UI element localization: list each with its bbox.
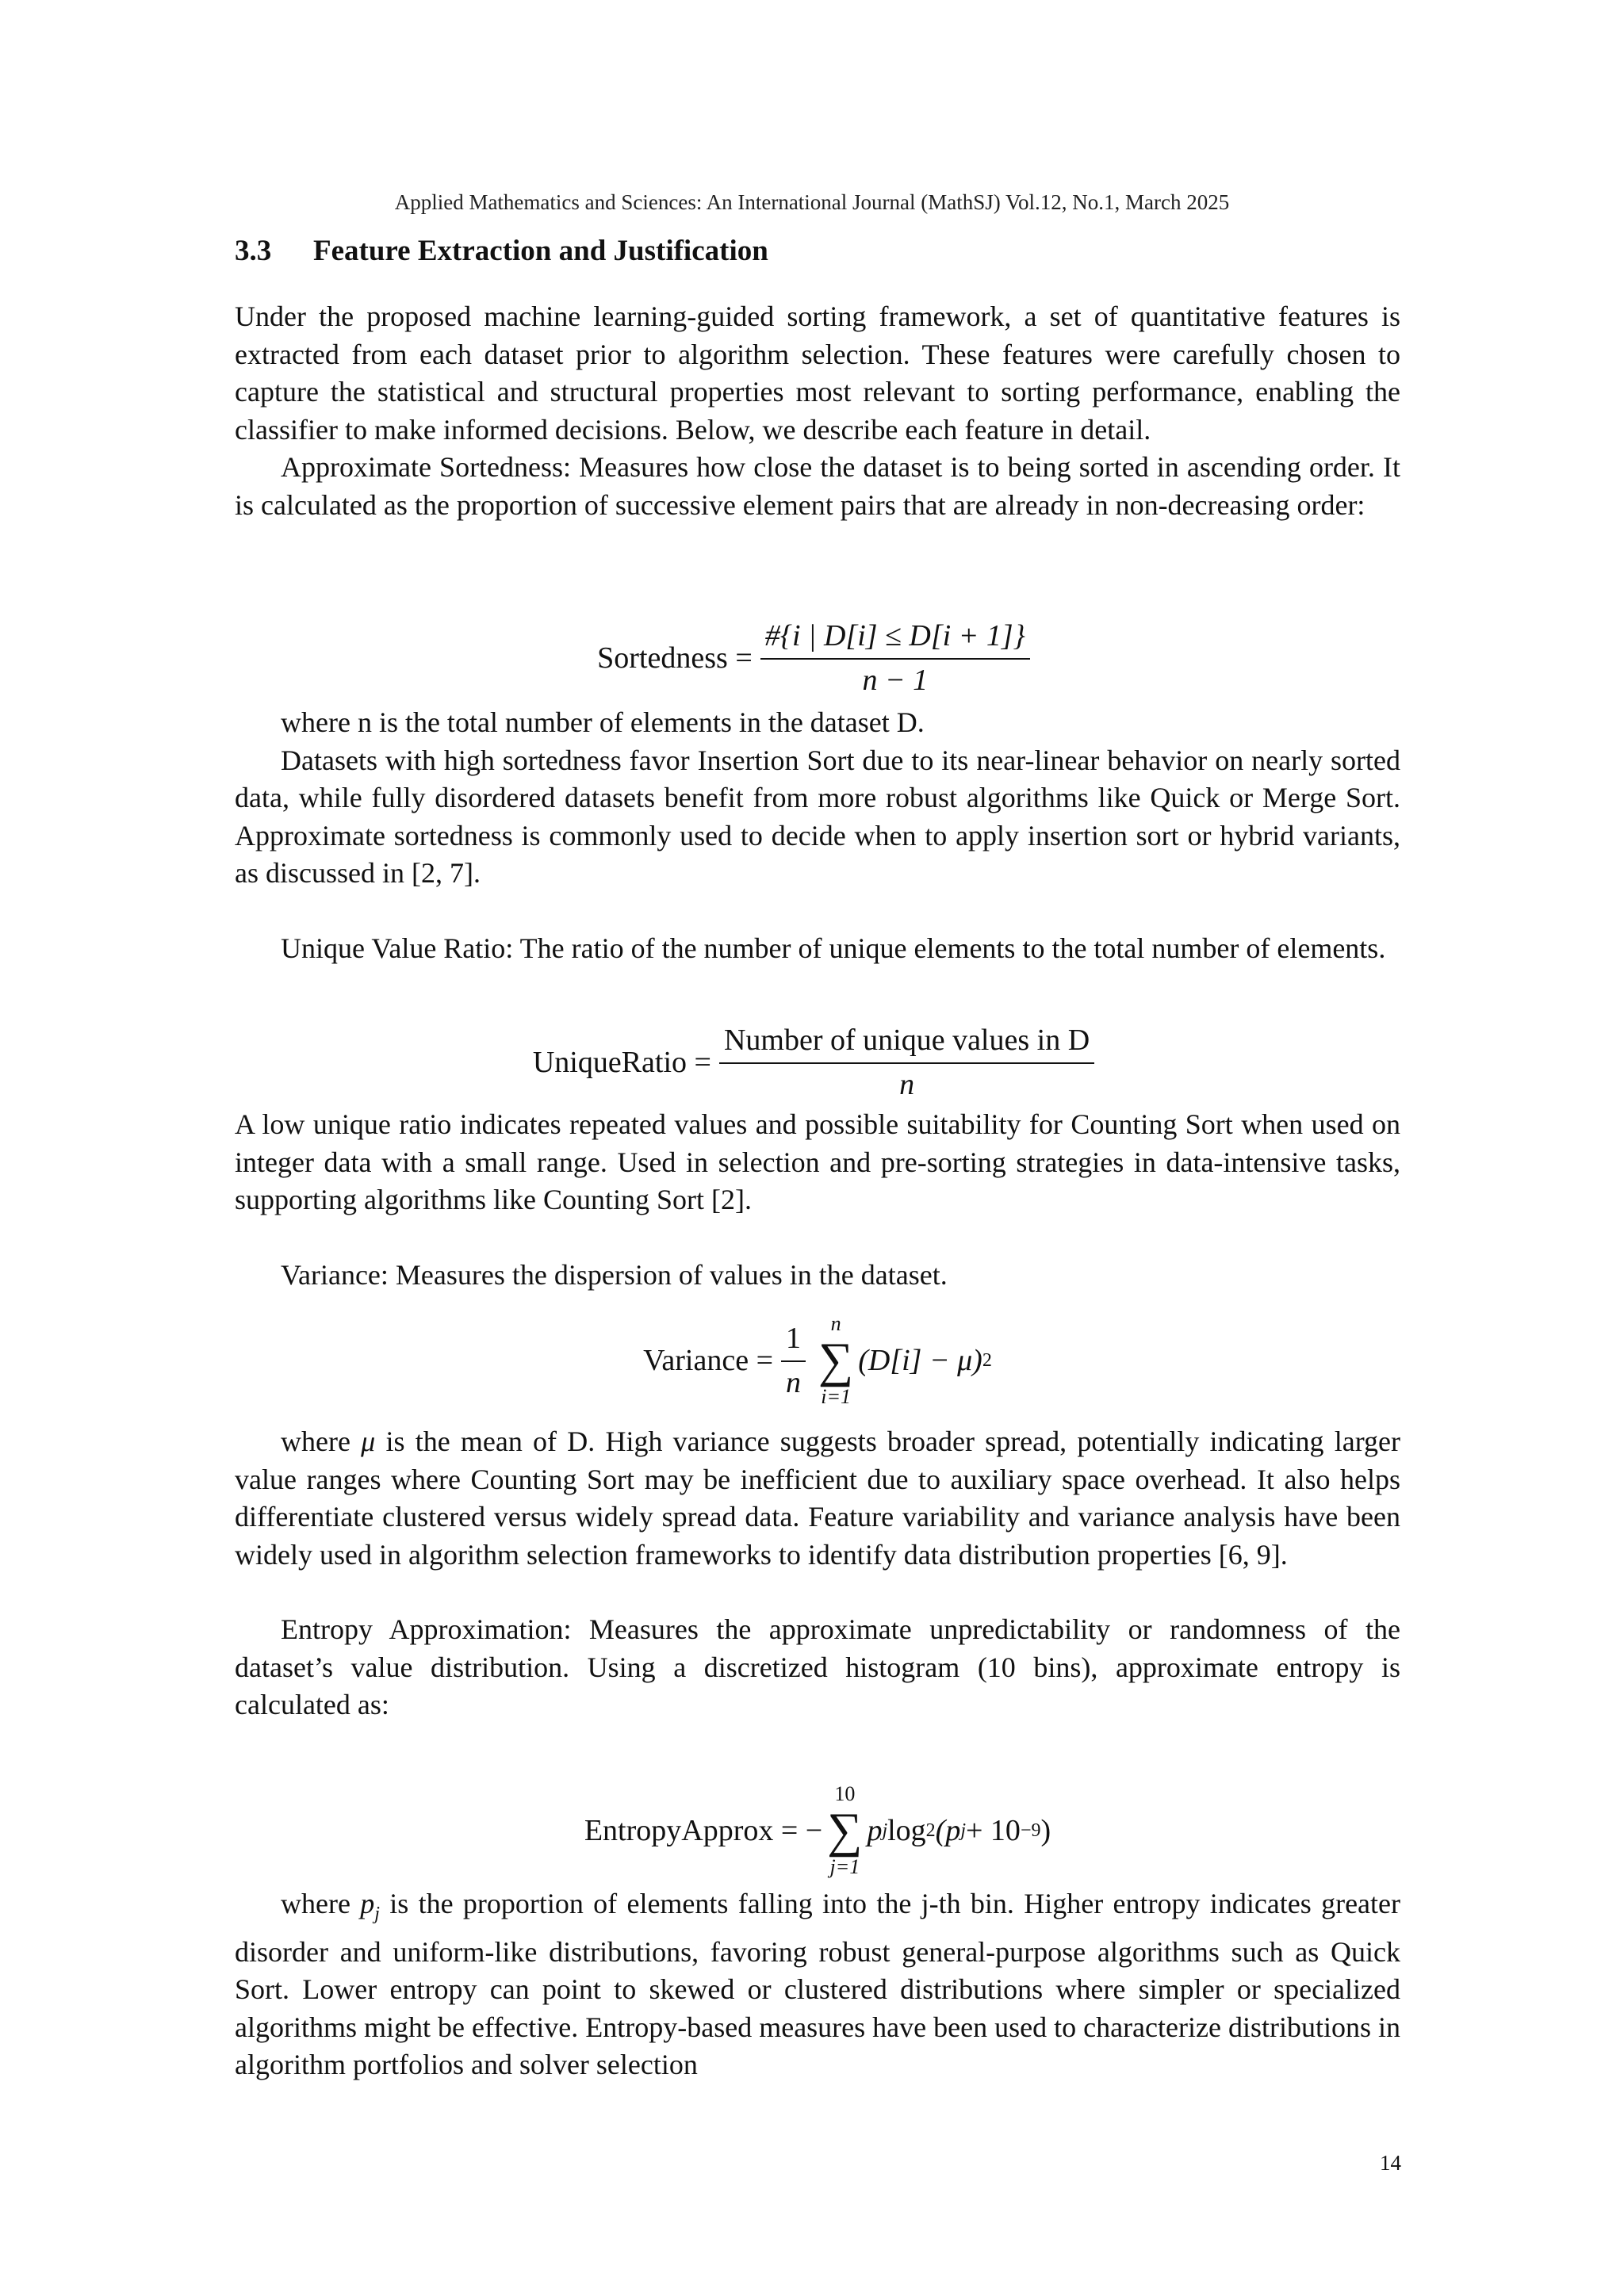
eq-entropy-arg-exp: −9 bbox=[1020, 1820, 1041, 1841]
equation-variance bbox=[235, 1312, 1400, 1409]
paragraph-intro: Under the proposed machine learning-guided sorting framework, a set of quantitative features is extracted from each dataset prior to algorithm selection. These features were carefully chosen to capture the statistical and structural properties most relevant to sorting performance, enabling the classifier to make informed decisions. Below, we describe each feature in detail. bbox=[235, 300, 1400, 446]
eq-variance-sum-bot: i=1 bbox=[821, 1385, 851, 1408]
entropy-note-pj: $p_j$ bbox=[360, 1888, 380, 1925]
eq-unique-numerator: Number of unique values in D bbox=[719, 1023, 1094, 1064]
eq-entropy-p-sub: j bbox=[882, 1820, 888, 1841]
running-header: Applied Mathematics and Sciences: An International Journal (MathSJ) Vol.12, No.1, March 2025 bbox=[394, 190, 1230, 214]
text-block-intro bbox=[235, 298, 1400, 524]
paragraph-variance-note bbox=[235, 1423, 1400, 1574]
sigma-symbol: ∑ bbox=[827, 1804, 863, 1858]
paragraph-unique-intro: Unique Value Ratio: The ratio of the number of unique elements to the total number of elements. bbox=[281, 932, 1386, 964]
eq-variance-body: (D[i] − μ) bbox=[858, 1344, 982, 1377]
section-heading bbox=[235, 234, 768, 268]
paragraph-sortedness-note: Datasets with high sortedness favor Insertion Sort due to its near-linear behavior on nearly sorted data, while fully disordered datasets benefit from more robust algorithms like Quick or Merge Sort. Approximate sortedness is commonly used to decide when to apply insertion sort or hybrid variants, as discussed in [2, 7]. bbox=[235, 744, 1400, 889]
eq-sortedness-fraction bbox=[760, 618, 1030, 698]
eq-sortedness-numerator: #{i | D[i] ≤ D[i + 1]} bbox=[760, 618, 1030, 660]
eq-unique-fraction bbox=[719, 1023, 1094, 1102]
eq-entropy-sum bbox=[827, 1782, 862, 1879]
eq-variance-sum-top: n bbox=[830, 1312, 841, 1335]
paragraph-entropy-intro: Entropy Approximation: Measures the approximate unpredictability or randomness of the dataset’s value distribution. Using a discretized histogram (10 bins), approximate entropy is calculated as: bbox=[235, 1613, 1400, 1720]
page-number: 14 bbox=[1380, 2151, 1401, 2175]
eq-variance-frac-den: n bbox=[786, 1366, 802, 1399]
paragraph-unique-note: A low unique ratio indicates repeated values and possible suitability for Counting Sort when used on integer data with a small range. Used in selection and pre-sorting strategies in data-intensive tasks, supporting algorithms like Counting Sort [2]. bbox=[235, 1108, 1400, 1215]
equation-entropy bbox=[235, 1782, 1400, 1879]
section-number: 3.3 bbox=[235, 235, 272, 267]
eq-variance-fraction bbox=[781, 1321, 806, 1400]
sigma-symbol: ∑ bbox=[818, 1334, 854, 1387]
eq-variance-frac-num: 1 bbox=[781, 1321, 806, 1362]
variance-note-pre: where bbox=[281, 1425, 362, 1457]
eq-sortedness-lhs: Sortedness = bbox=[597, 641, 753, 675]
eq-entropy-sum-top: 10 bbox=[834, 1782, 856, 1805]
eq-entropy-lhs: EntropyApprox = − bbox=[584, 1814, 823, 1847]
text-block-entropy bbox=[235, 1885, 1400, 2084]
text-block-variance bbox=[235, 1423, 1400, 1724]
entropy-note-pj-sub: j bbox=[374, 1904, 380, 1925]
paragraph-entropy-note bbox=[235, 1885, 1400, 2084]
eq-entropy-arg: (p bbox=[935, 1814, 961, 1847]
text-block-sortedness bbox=[235, 704, 1400, 967]
eq-entropy-p: p bbox=[867, 1814, 883, 1847]
paragraph-sortedness-where: where n is the total number of elements in the dataset D. bbox=[281, 706, 925, 738]
eq-entropy-log: log bbox=[887, 1814, 926, 1847]
text-block-unique bbox=[235, 1106, 1400, 1294]
variance-note-mu: μ bbox=[361, 1425, 376, 1457]
eq-entropy-sum-bot: j=1 bbox=[829, 1855, 860, 1878]
paragraph-sortedness-intro: Approximate Sortedness: Measures how close the dataset is to being sorted in ascending order. It is calculated as the proportion of successive element pairs that are already in non-decreasing order: bbox=[235, 451, 1400, 521]
eq-unique-denominator: n bbox=[899, 1068, 915, 1101]
equation-unique-ratio bbox=[235, 1023, 1400, 1102]
eq-variance-sum bbox=[818, 1312, 853, 1409]
entropy-note-pre: where bbox=[281, 1888, 361, 1919]
eq-sortedness-denominator: n − 1 bbox=[862, 664, 929, 697]
eq-entropy-log-sub: 2 bbox=[925, 1820, 936, 1841]
eq-unique-lhs: UniqueRatio = bbox=[532, 1046, 711, 1079]
eq-entropy-arg-rest: + 10 bbox=[966, 1814, 1021, 1847]
paragraph-variance-intro: Variance: Measures the dispersion of values in the dataset. bbox=[281, 1258, 948, 1291]
equation-sortedness bbox=[235, 618, 1400, 698]
entropy-note-body: is the proportion of elements falling into the j-th bin. Higher entropy indicates greater disorder and uniform-like distributions, favoring robust general-purpose algorithms such as Quick Sort. Lower entropy can point to skewed or clustered distributions where simpler or specialized algorithms might be effective. Entropy-based measures have been used to characterize distributions in algorithm portfolios and solver selection bbox=[235, 1888, 1400, 2081]
eq-variance-exp: 2 bbox=[982, 1349, 992, 1371]
eq-entropy-close: ) bbox=[1040, 1814, 1051, 1847]
section-title: Feature Extraction and Justification bbox=[313, 235, 768, 267]
eq-entropy-arg-sub: j bbox=[960, 1820, 966, 1841]
eq-variance-lhs: Variance = bbox=[643, 1344, 774, 1377]
variance-note-body: is the mean of D. High variance suggests broader spread, potentially indicating larger value ranges where Counting Sort may be inefficient due to auxiliary space overhead. It also helps differentiate clustered versus widely spread data. Feature variability and variance analysis have been widely used in algorithm selection frameworks to identify data distribution properties [6, 9]. bbox=[235, 1425, 1400, 1571]
